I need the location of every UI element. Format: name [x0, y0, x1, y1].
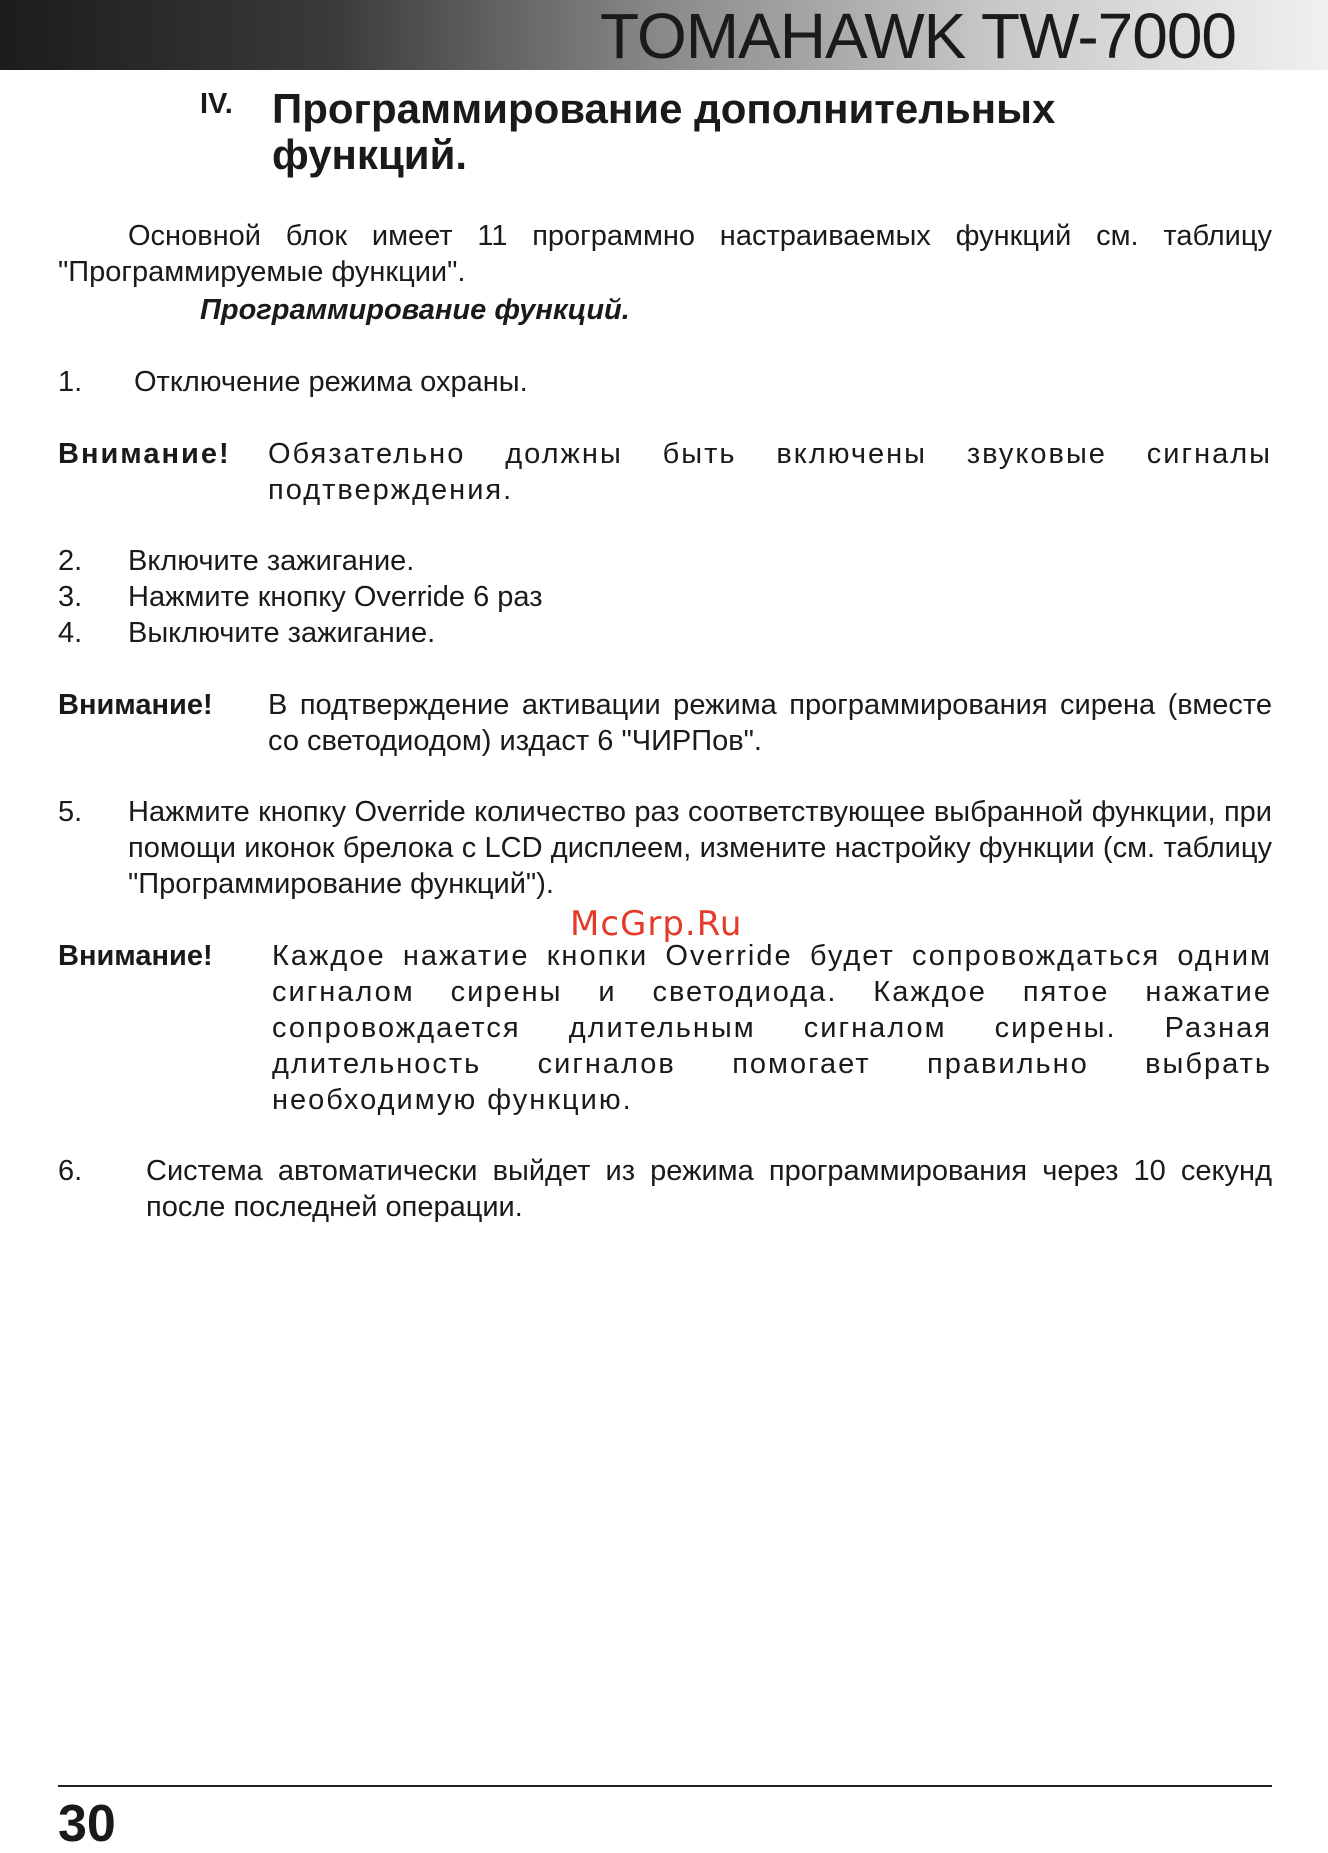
step-number: 4.	[58, 617, 83, 649]
warning-label: Внимание!	[58, 940, 213, 972]
document-header-title: TOMAHAWK TW-7000	[600, 0, 1236, 72]
step-text: Включите зажигание.	[128, 545, 415, 577]
footer-rule	[58, 1785, 1272, 1787]
subheading: Программирование функций.	[200, 294, 630, 326]
step-number: 5.	[58, 796, 83, 828]
step-text: Нажмите кнопку Override количество раз соответствующее выбранной функции, при помощи иконок брелока с LCD дисплеем, измените настройку функции (см. таблицу "Программирование функций").	[128, 796, 1272, 900]
section-number: IV.	[200, 88, 233, 120]
step-text: Нажмите кнопку Override 6 раз	[128, 581, 543, 613]
watermark: McGrp.Ru	[570, 904, 743, 944]
step-number: 2.	[58, 545, 83, 577]
step-number: 1.	[58, 366, 83, 398]
step-text: Отключение режима охраны.	[134, 366, 528, 398]
warning-text: Обязательно должны быть включены звуковые сигналы подтверждения.	[268, 438, 1272, 506]
warning-text: В подтверждение активации режима программирования сирена (вместе со светодиодом) издаст 6 "ЧИРПов".	[268, 689, 1272, 757]
step-text: Выключите зажигание.	[128, 617, 436, 649]
step-number: 6.	[58, 1155, 83, 1187]
warning-text: Каждое нажатие кнопки Override будет сопровождаться одним сигналом сирены и светодиода. Каждое пятое нажатие сопровождается длительным сигналом сирены. Разная длительность сигналов помогает правильно выбрать необходимую функцию.	[272, 940, 1272, 1116]
intro-paragraph: Основной блок имеет 11 программно настраиваемых функций см. таблицу "Программируемые функции".	[58, 220, 1272, 288]
warning-label: Внимание!	[58, 689, 213, 721]
section-title: Программирование дополнительных функций.	[272, 85, 1056, 178]
page-number: 30	[58, 1795, 116, 1853]
step-text: Система автоматически выйдет из режима программирования через 10 секунд после последней операции.	[146, 1155, 1272, 1223]
step-number: 3.	[58, 581, 83, 613]
warning-label: Внимание!	[58, 438, 231, 470]
